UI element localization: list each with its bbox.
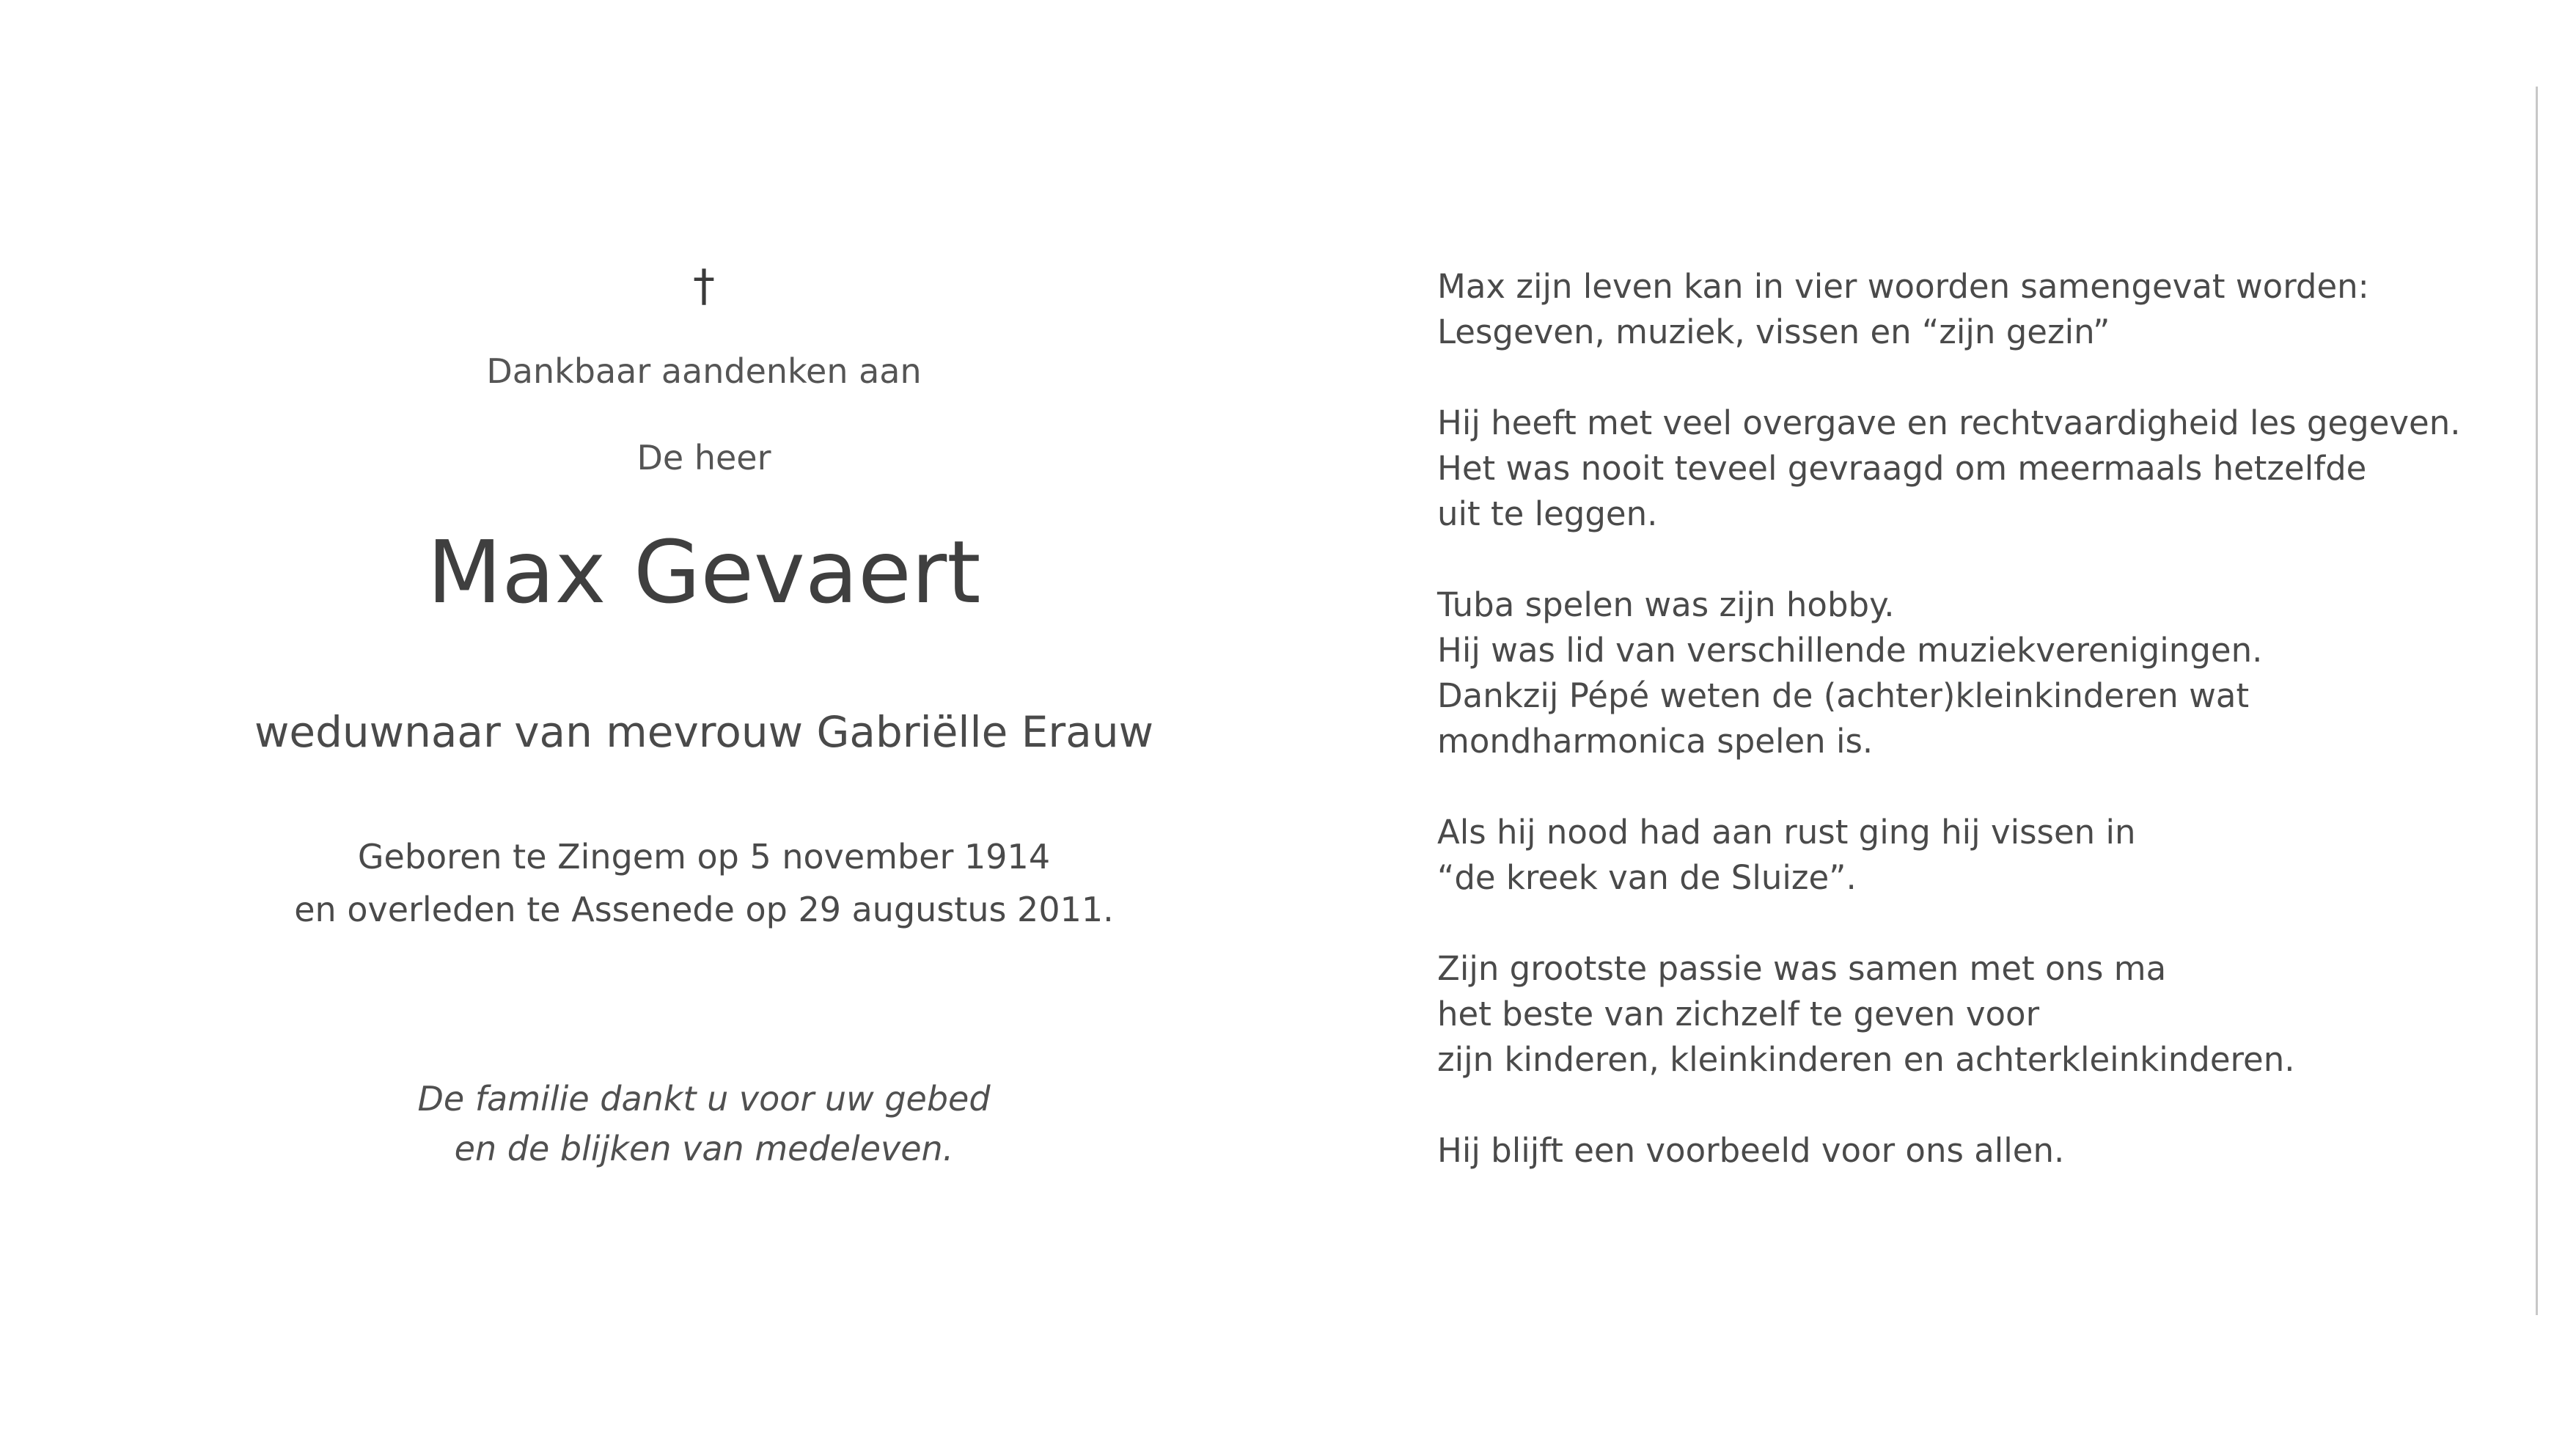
text-line: “de kreek van de Sluize”. bbox=[1437, 858, 1857, 897]
text-line: Max zijn leven kan in vier woorden samengevat worden: bbox=[1437, 267, 2369, 306]
paragraph-teaching bbox=[1437, 400, 2522, 537]
card-edge-divider bbox=[2536, 87, 2538, 1315]
text-line: mondharmonica spelen is. bbox=[1437, 722, 1874, 761]
thanks-line-2: en de blijken van medeleven. bbox=[454, 1129, 954, 1168]
text-line: zijn kinderen, kleinkinderen en achterkleinkinderen. bbox=[1437, 1040, 2295, 1079]
text-line: Als hij nood had aan rust ging hij vissen in bbox=[1437, 813, 2136, 852]
paragraph-family bbox=[1437, 946, 2522, 1083]
text-line: Het was nooit teveel gevraagd om meermaals hetzelfde bbox=[1437, 449, 2367, 488]
right-panel bbox=[1437, 264, 2522, 1219]
text-line: Lesgeven, muziek, vissen en “zijn gezin” bbox=[1437, 312, 2110, 351]
text-line: het beste van zichzelf te geven voor bbox=[1437, 995, 2040, 1033]
spouse-text: weduwnaar van mevrouw Gabriëlle Erauw bbox=[254, 707, 1154, 757]
birth-text: Geboren te Zingem op 5 november 1914 bbox=[357, 837, 1051, 876]
honorific-text: De heer bbox=[636, 438, 771, 477]
intro-text: Dankbaar aandenken aan bbox=[486, 351, 922, 391]
text-line: Hij blijft een voorbeeld voor ons allen. bbox=[1437, 1131, 2065, 1170]
cross-icon: † bbox=[693, 260, 715, 312]
deceased-name: Max Gevaert bbox=[427, 521, 981, 623]
paragraph-summary bbox=[1437, 264, 2522, 355]
text-line: Dankzij Pépé weten de (achter)kleinkinderen wat bbox=[1437, 676, 2250, 715]
paragraph-music bbox=[1437, 582, 2522, 764]
text-line: Tuba spelen was zijn hobby. bbox=[1437, 585, 1895, 624]
text-line: Zijn grootste passie was samen met ons ma bbox=[1437, 949, 2167, 988]
text-line: Hij heeft met veel overgave en rechtvaardigheid les gegeven. bbox=[1437, 403, 2461, 442]
paragraph-closing bbox=[1437, 1128, 2522, 1174]
left-panel bbox=[117, 0, 1291, 1431]
thanks-line-1: De familie dankt u voor uw gebed bbox=[417, 1079, 991, 1119]
text-line: Hij was lid van verschillende muziekverenigingen. bbox=[1437, 631, 2263, 670]
death-text: en overleden te Assenede op 29 augustus 2011. bbox=[294, 890, 1114, 929]
paragraph-fishing bbox=[1437, 810, 2522, 901]
text-line: uit te leggen. bbox=[1437, 494, 1658, 533]
